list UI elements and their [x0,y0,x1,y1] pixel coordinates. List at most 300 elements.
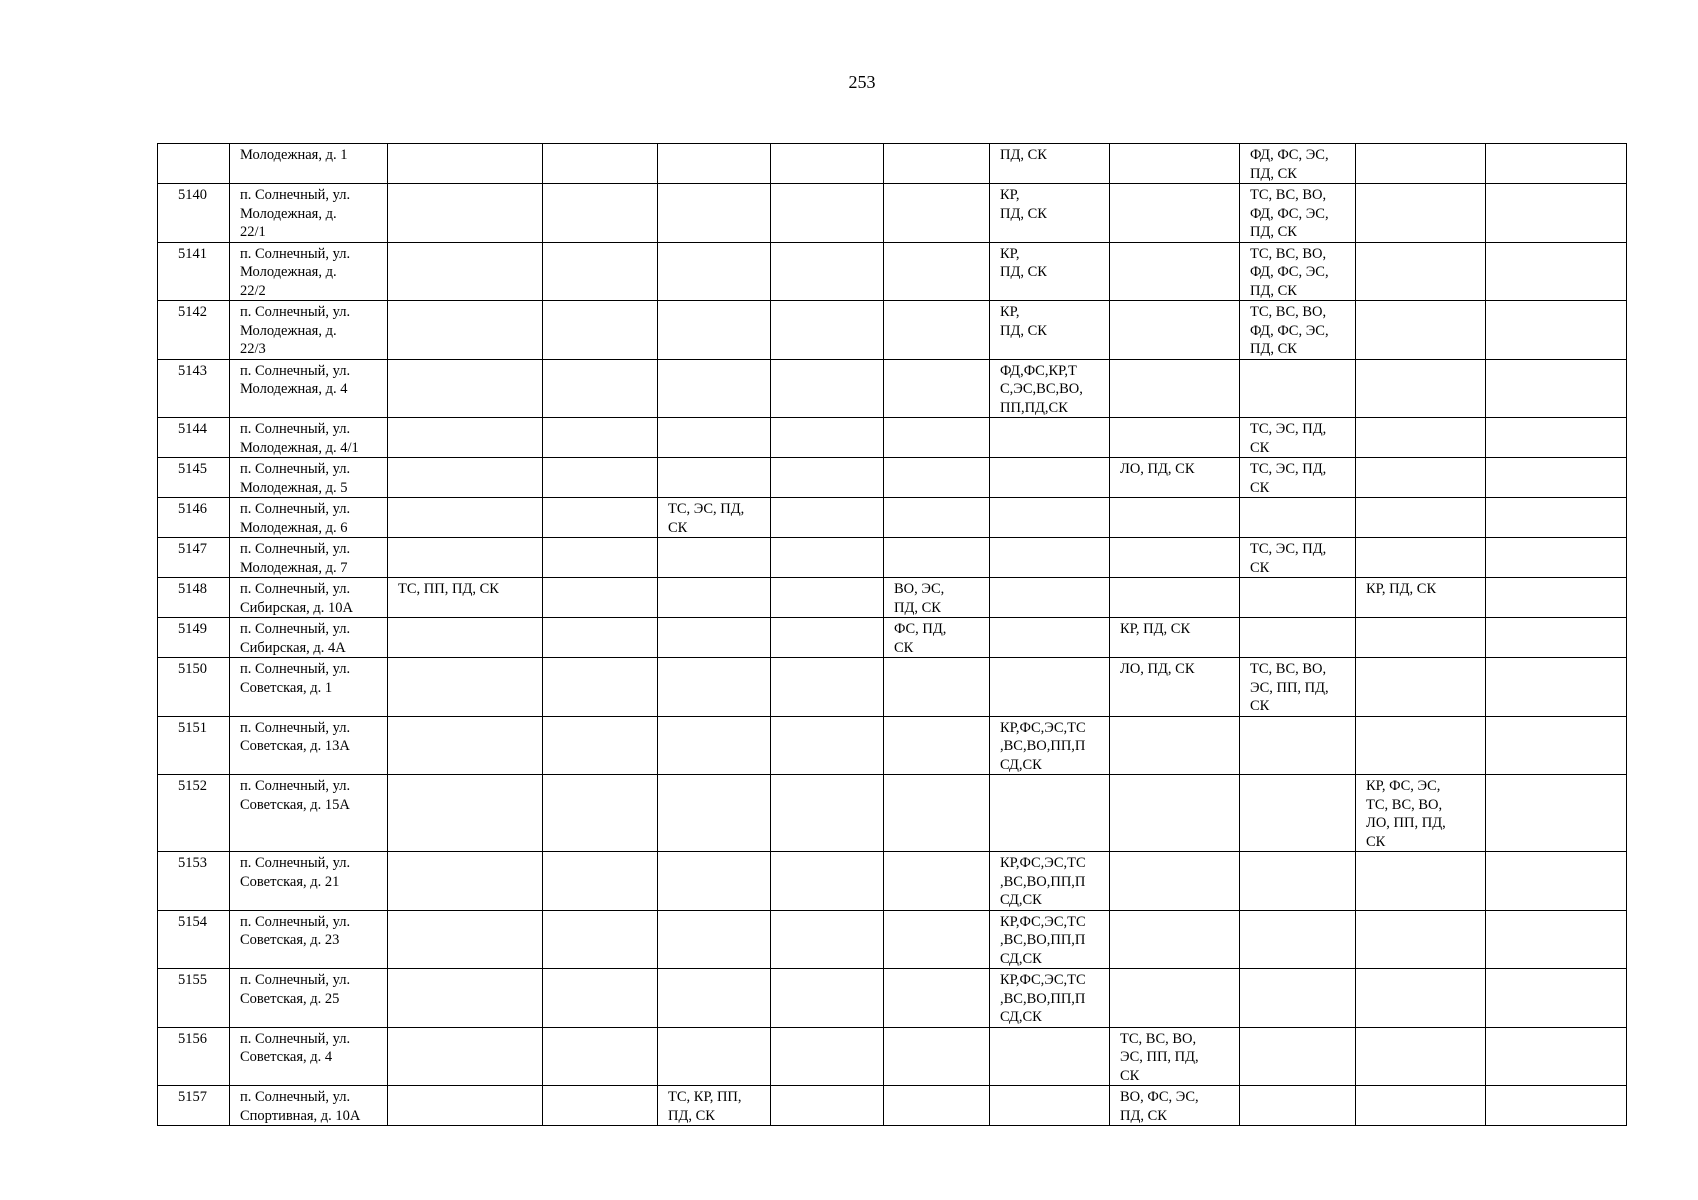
work-type-cell [388,1086,543,1126]
work-type-cell [1110,538,1240,578]
cell-line: Советская, д. 21 [240,873,340,890]
work-type-cell [543,969,658,1028]
work-type-cell [1240,538,1356,578]
cell-line: ТС, КР, ПП, [668,1089,742,1105]
work-type-cell [658,359,771,418]
work-type-cell [884,969,990,1028]
row-number-cell [158,144,230,184]
work-type-cell [543,498,658,538]
work-type-cell [771,775,884,852]
table-row [158,910,1627,969]
work-type-cell [990,498,1110,538]
cell-line: ТС, ЭС, ПД, [1250,461,1327,477]
work-type-cell [990,658,1110,717]
work-type-cell [658,618,771,658]
work-type-cell [1110,498,1240,538]
table-row [158,852,1627,911]
work-type-cell [990,538,1110,578]
work-type-cell [990,969,1110,1028]
work-type-cell [658,1027,771,1086]
work-type-cell [1110,578,1240,618]
work-type-cell [388,658,543,717]
cell-line: ТС, ПП, ПД, СК [398,581,499,597]
work-type-cell [1486,498,1627,538]
table-row [158,184,1627,243]
work-type-cell [771,301,884,360]
work-type-cell [658,498,771,538]
work-type-cell [1240,184,1356,243]
work-type-cell [1110,658,1240,717]
work-type-cell [1486,910,1627,969]
cell-line: КР, [1000,304,1020,320]
work-type-cell [1110,144,1240,184]
cell-line: КР, [1000,245,1020,262]
cell-line: п. Солнечный, ул. [240,362,351,379]
work-type-cell [771,658,884,717]
work-type-cell [1240,458,1356,498]
work-type-cell [771,852,884,911]
work-type-cell [990,144,1110,184]
buildings-table [157,143,1627,1126]
cell-line: СК [1250,479,1270,496]
cell-line: 22/3 [240,341,266,357]
work-type-cell [1486,716,1627,775]
work-type-cell [1356,658,1486,717]
cell-line: КР,ФС,ЭС,ТС [1000,913,1086,930]
work-type-cell [1356,498,1486,538]
work-type-cell [658,716,771,775]
work-type-cell [388,498,543,538]
work-type-cell [771,184,884,243]
work-type-cell [1486,301,1627,360]
work-type-cell [884,852,990,911]
cell-line: п. Солнечный, ул. [240,972,351,988]
work-type-cell [990,852,1110,911]
work-type-cell [771,538,884,578]
work-type-cell [388,1027,543,1086]
cell-line: 22/1 [240,224,266,240]
address-cell [230,301,388,360]
work-type-cell [771,1086,884,1126]
work-type-cell [1240,1086,1356,1126]
work-type-cell [884,498,990,538]
address-cell [230,852,388,911]
table-row [158,144,1627,184]
work-type-cell [388,301,543,360]
work-type-cell [388,458,543,498]
cell-line: ФД, ФС, ЭС, [1250,147,1329,163]
work-type-cell [388,144,543,184]
work-type-cell [884,458,990,498]
work-type-cell [990,458,1110,498]
work-type-cell [1356,910,1486,969]
cell-line: Советская, д. 15А [240,796,350,813]
cell-line: ПД, СК [1250,341,1297,357]
work-type-cell [1110,242,1240,301]
work-type-cell [1240,658,1356,717]
page-number: 253 [848,72,876,92]
row-number-cell: 5149 [158,618,230,658]
work-type-cell [771,578,884,618]
cell-line: ЭС, ПП, ПД, [1120,1049,1199,1065]
work-type-cell [1486,578,1627,618]
cell-line: ЭС, ПП, ПД, [1250,679,1329,696]
table-row [158,458,1627,498]
work-type-cell [658,775,771,852]
cell-line: ТС, ЭС, ПД, [1250,421,1327,437]
work-type-cell [990,618,1110,658]
cell-line: ЛО, ПД, СК [1120,461,1195,477]
work-type-cell [1486,418,1627,458]
work-type-cell [1356,969,1486,1028]
table-row [158,359,1627,418]
cell-line: ПП,ПД,СК [1000,399,1068,416]
work-type-cell [884,1086,990,1126]
work-type-cell [543,242,658,301]
cell-line: Советская, д. 23 [240,932,340,948]
work-type-cell [388,184,543,243]
cell-line: СД,СК [1000,892,1042,908]
cell-line: ПД, СК [894,599,941,616]
address-cell [230,969,388,1028]
cell-line: ТС, ЭС, ПД, [668,501,745,517]
cell-line: СК [1120,1067,1140,1084]
work-type-cell [1356,716,1486,775]
row-number-cell: 5150 [158,658,230,717]
work-type-cell [1486,775,1627,852]
work-type-cell [543,1027,658,1086]
work-type-cell [1240,852,1356,911]
cell-line: п. Солнечный, ул. [240,1089,351,1105]
work-type-cell [543,418,658,458]
work-type-cell [543,184,658,243]
address-cell [230,716,388,775]
work-type-cell [771,910,884,969]
row-number-cell: 5156 [158,1027,230,1086]
table-row [158,578,1627,618]
work-type-cell [658,301,771,360]
work-type-cell [1110,1027,1240,1086]
work-type-cell [1240,418,1356,458]
work-type-cell [1240,969,1356,1028]
work-type-cell [1110,716,1240,775]
address-cell [230,359,388,418]
address-cell [230,242,388,301]
work-type-cell [658,144,771,184]
cell-line: Молодежная, д. 7 [240,559,348,576]
row-number-cell: 5145 [158,458,230,498]
work-type-cell [1240,498,1356,538]
work-type-cell [1486,852,1627,911]
cell-line: СК [1250,559,1270,576]
cell-line: ПД, СК [1250,224,1297,240]
cell-line: ВО, ФС, ЭС, [1120,1089,1199,1105]
address-cell [230,910,388,969]
table-body [158,144,1627,1126]
work-type-cell [1356,852,1486,911]
work-type-cell [658,1086,771,1126]
cell-line: п. Солнечный, ул. [240,187,351,203]
cell-line: ПД, СК [1000,147,1047,163]
work-type-cell [1110,301,1240,360]
cell-line: ФД, ФС, ЭС, [1250,322,1329,339]
work-type-cell [884,242,990,301]
table-row [158,658,1627,717]
work-type-cell [771,498,884,538]
work-type-cell [388,716,543,775]
work-type-cell [1356,538,1486,578]
work-type-cell [884,538,990,578]
table-row [158,301,1627,360]
work-type-cell [658,538,771,578]
cell-line: С,ЭС,ВС,ВО, [1000,381,1083,397]
address-cell [230,144,388,184]
cell-line: ПД, СК [668,1107,715,1124]
work-type-cell [884,184,990,243]
work-type-cell [388,418,543,458]
work-type-cell [990,418,1110,458]
work-type-cell [1486,1086,1627,1126]
address-cell [230,578,388,618]
cell-line: ФД,ФС,КР,Т [1000,362,1077,379]
work-type-cell [771,1027,884,1086]
work-type-cell [884,1027,990,1086]
work-type-cell [1356,144,1486,184]
work-type-cell [1356,458,1486,498]
work-type-cell [543,1086,658,1126]
row-number-cell: 5152 [158,775,230,852]
cell-line: ТС, ВС, ВО, [1250,304,1327,320]
cell-line: ТС, ВС, ВО, [1250,187,1327,203]
work-type-cell [884,775,990,852]
work-type-cell [771,618,884,658]
work-type-cell [543,618,658,658]
work-type-cell [771,418,884,458]
work-type-cell [1356,301,1486,360]
row-number-cell: 5148 [158,578,230,618]
cell-line: ФС, ПД, [894,621,947,637]
cell-line: КР, ФС, ЭС, [1366,778,1441,794]
cell-line: ФД, ФС, ЭС, [1250,264,1329,280]
work-type-cell [1240,775,1356,852]
work-type-cell [884,359,990,418]
cell-line: п. Солнечный, ул. [240,581,351,597]
cell-line: п. Солнечный, ул. [240,304,351,320]
cell-line: ,ВС,ВО,ПП,П [1000,990,1086,1007]
work-type-cell [1486,458,1627,498]
work-type-cell [884,910,990,969]
cell-line: СК [1366,833,1386,850]
row-number-cell: 5155 [158,969,230,1028]
table-row [158,498,1627,538]
work-type-cell [388,242,543,301]
work-type-cell [1486,242,1627,301]
work-type-cell [543,458,658,498]
cell-line: Сибирская, д. 4А [240,639,346,656]
work-type-cell [1486,359,1627,418]
work-type-cell [1240,910,1356,969]
table-row [158,716,1627,775]
work-type-cell [1486,969,1627,1028]
cell-line: Молодежная, д. 1 [240,147,348,163]
row-number-cell: 5144 [158,418,230,458]
address-cell [230,1027,388,1086]
work-type-cell [543,852,658,911]
cell-line: ,ВС,ВО,ПП,П [1000,738,1086,754]
row-number-cell: 5143 [158,359,230,418]
cell-line: ЛО, ПД, СК [1120,661,1195,677]
work-type-cell [884,301,990,360]
work-type-cell [990,716,1110,775]
address-cell [230,498,388,538]
cell-line: ФД, ФС, ЭС, [1250,205,1329,222]
work-type-cell [884,716,990,775]
cell-line: Советская, д. 13А [240,738,350,754]
work-type-cell [990,1086,1110,1126]
work-type-cell [1356,184,1486,243]
work-type-cell [1240,716,1356,775]
work-type-cell [658,658,771,717]
work-type-cell [658,910,771,969]
cell-line: ,ВС,ВО,ПП,П [1000,873,1086,890]
work-type-cell [771,242,884,301]
table-row [158,618,1627,658]
cell-line: ТС, ВС, ВО, [1366,796,1443,813]
cell-line: СК [894,639,914,656]
work-type-cell [543,538,658,578]
work-type-cell [1356,242,1486,301]
cell-line: КР,ФС,ЭС,ТС [1000,855,1086,871]
cell-line: Молодежная, д. 4/1 [240,439,359,456]
work-type-cell [1486,658,1627,717]
cell-line: Молодежная, д. 5 [240,479,348,496]
address-cell [230,418,388,458]
row-number-cell: 5147 [158,538,230,578]
work-type-cell [658,458,771,498]
cell-line: СД,СК [1000,950,1042,967]
work-type-cell [543,578,658,618]
work-type-cell [771,716,884,775]
cell-line: СД,СК [1000,1009,1042,1025]
work-type-cell [543,716,658,775]
cell-line: Советская, д. 4 [240,1049,333,1065]
work-type-cell [990,910,1110,969]
cell-line: ЛО, ПП, ПД, [1366,815,1446,831]
cell-line: Спортивная, д. 10А [240,1107,361,1124]
work-type-cell [1240,242,1356,301]
work-type-cell [1110,969,1240,1028]
work-type-cell [1356,578,1486,618]
table-row [158,538,1627,578]
cell-line: п. Солнечный, ул. [240,661,351,677]
row-number-cell: 5151 [158,716,230,775]
work-type-cell [884,578,990,618]
cell-line: 22/2 [240,282,266,299]
work-type-cell [1240,359,1356,418]
work-type-cell [543,359,658,418]
cell-line: КР, [1000,187,1020,203]
work-type-cell [388,578,543,618]
table-row [158,1086,1627,1126]
address-cell [230,458,388,498]
work-type-cell [1240,618,1356,658]
cell-line: ПД, СК [1000,322,1047,339]
address-cell [230,538,388,578]
work-type-cell [1110,359,1240,418]
work-type-cell [388,359,543,418]
address-cell [230,618,388,658]
row-number-cell: 5153 [158,852,230,911]
cell-line: п. Солнечный, ул. [240,501,351,517]
cell-line: Молодежная, д. [240,205,337,222]
work-type-cell [1110,1086,1240,1126]
cell-line: п. Солнечный, ул. [240,461,351,477]
work-type-cell [771,458,884,498]
work-type-cell [990,184,1110,243]
work-type-cell [990,1027,1110,1086]
row-number-cell: 5141 [158,242,230,301]
cell-line: Советская, д. 25 [240,990,340,1007]
cell-line: ТС, ВС, ВО, [1250,661,1327,677]
work-type-cell [1486,538,1627,578]
row-number-cell: 5142 [158,301,230,360]
work-type-cell [388,538,543,578]
cell-line: Молодежная, д. [240,322,337,339]
cell-line: п. Солнечный, ул. [240,855,351,871]
work-type-cell [388,969,543,1028]
cell-line: КР,ФС,ЭС,ТС [1000,719,1086,736]
cell-line: СК [668,519,688,536]
work-type-cell [1110,418,1240,458]
table-row [158,1027,1627,1086]
cell-line: Молодежная, д. 4 [240,381,348,397]
work-type-cell [1356,418,1486,458]
work-type-cell [543,144,658,184]
cell-line: ПД, СК [1250,282,1297,299]
work-type-cell [990,301,1110,360]
cell-line: п. Солнечный, ул. [240,245,351,262]
cell-line: ТС, ВС, ВО, [1120,1030,1197,1047]
work-type-cell [1110,458,1240,498]
work-type-cell [1356,618,1486,658]
work-type-cell [1356,775,1486,852]
work-type-cell [990,775,1110,852]
cell-line: Молодежная, д. [240,264,337,280]
work-type-cell [1240,578,1356,618]
cell-line: Молодежная, д. 6 [240,519,348,536]
work-type-cell [388,618,543,658]
work-type-cell [990,578,1110,618]
work-type-cell [388,775,543,852]
cell-line: СК [1250,439,1270,456]
work-type-cell [1356,359,1486,418]
cell-line: п. Солнечный, ул. [240,778,351,794]
cell-line: КР,ФС,ЭС,ТС [1000,972,1086,988]
cell-line: ТС, ЭС, ПД, [1250,541,1327,557]
work-type-cell [658,184,771,243]
work-type-cell [771,144,884,184]
work-type-cell [543,658,658,717]
cell-line: СК [1250,698,1270,714]
work-type-cell [1486,618,1627,658]
work-type-cell [1486,144,1627,184]
work-type-cell [771,359,884,418]
cell-line: ТС, ВС, ВО, [1250,245,1327,262]
work-type-cell [990,359,1110,418]
cell-line: п. Солнечный, ул. [240,621,351,637]
cell-line: КР, ПД, СК [1120,621,1191,637]
work-type-cell [658,418,771,458]
